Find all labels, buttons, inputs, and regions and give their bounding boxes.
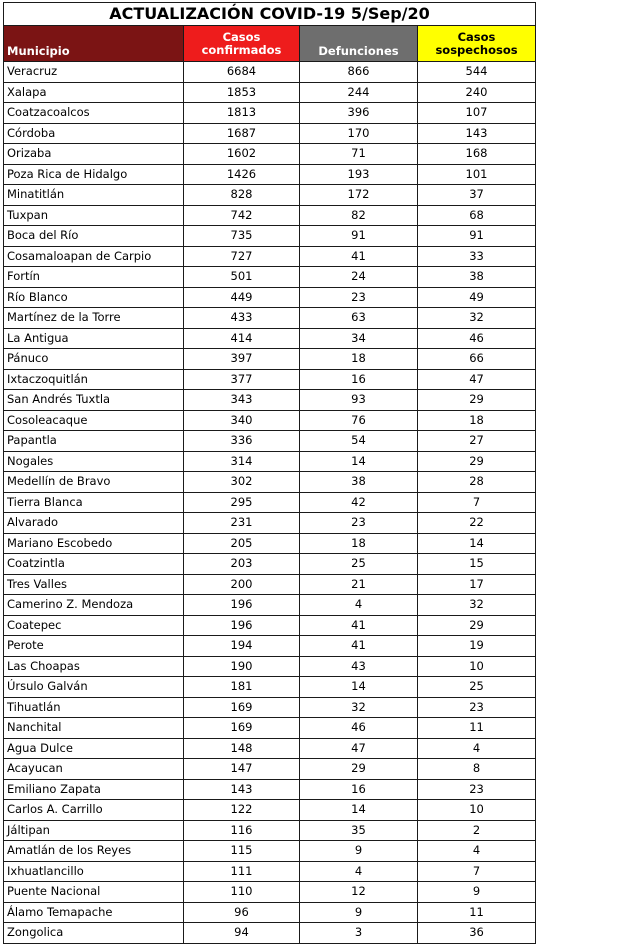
table-row bbox=[4, 902, 536, 923]
confirmados-cell: 414 bbox=[184, 328, 300, 349]
sospechosos-cell: 33 bbox=[418, 246, 536, 267]
table-row bbox=[4, 923, 536, 944]
defunciones-cell: 23 bbox=[300, 513, 418, 534]
municipio-cell: Río Blanco bbox=[4, 287, 184, 308]
confirmados-cell: 194 bbox=[184, 636, 300, 657]
defunciones-cell: 14 bbox=[300, 800, 418, 821]
sospechosos-cell: 544 bbox=[418, 62, 536, 83]
municipio-cell: Perote bbox=[4, 636, 184, 657]
defunciones-cell: 396 bbox=[300, 103, 418, 124]
sospechosos-cell: 22 bbox=[418, 513, 536, 534]
table-row bbox=[4, 841, 536, 862]
table-row bbox=[4, 554, 536, 575]
header-confirmados-line1: Casos bbox=[222, 29, 261, 44]
defunciones-cell: 16 bbox=[300, 369, 418, 390]
sospechosos-cell: 4 bbox=[418, 841, 536, 862]
table-row bbox=[4, 82, 536, 103]
confirmados-cell: 196 bbox=[184, 615, 300, 636]
municipio-cell: Acayucan bbox=[4, 759, 184, 780]
municipio-cell: Ixtaczoquitlán bbox=[4, 369, 184, 390]
confirmados-cell: 340 bbox=[184, 410, 300, 431]
municipio-cell: Medellín de Bravo bbox=[4, 472, 184, 493]
confirmados-cell: 1602 bbox=[184, 144, 300, 165]
confirmados-cell: 200 bbox=[184, 574, 300, 595]
sospechosos-cell: 36 bbox=[418, 923, 536, 944]
confirmados-cell: 1687 bbox=[184, 123, 300, 144]
municipio-cell: Cosamaloapan de Carpio bbox=[4, 246, 184, 267]
defunciones-cell: 24 bbox=[300, 267, 418, 288]
sospechosos-cell: 11 bbox=[418, 902, 536, 923]
confirmados-cell: 742 bbox=[184, 205, 300, 226]
sospechosos-cell: 25 bbox=[418, 677, 536, 698]
municipio-cell: Las Choapas bbox=[4, 656, 184, 677]
table-row bbox=[4, 779, 536, 800]
table-row bbox=[4, 369, 536, 390]
table-row bbox=[4, 164, 536, 185]
municipio-cell: San Andrés Tuxtla bbox=[4, 390, 184, 411]
defunciones-cell: 172 bbox=[300, 185, 418, 206]
sospechosos-cell: 32 bbox=[418, 308, 536, 329]
defunciones-cell: 46 bbox=[300, 718, 418, 739]
confirmados-cell: 122 bbox=[184, 800, 300, 821]
municipio-cell: Tierra Blanca bbox=[4, 492, 184, 513]
confirmados-cell: 147 bbox=[184, 759, 300, 780]
defunciones-cell: 244 bbox=[300, 82, 418, 103]
sospechosos-cell: 15 bbox=[418, 554, 536, 575]
table-row bbox=[4, 574, 536, 595]
defunciones-cell: 41 bbox=[300, 246, 418, 267]
sospechosos-cell: 11 bbox=[418, 718, 536, 739]
defunciones-cell: 170 bbox=[300, 123, 418, 144]
municipio-cell: Nanchital bbox=[4, 718, 184, 739]
sospechosos-cell: 14 bbox=[418, 533, 536, 554]
confirmados-cell: 6684 bbox=[184, 62, 300, 83]
municipio-cell: Álamo Temapache bbox=[4, 902, 184, 923]
municipio-cell: Agua Dulce bbox=[4, 738, 184, 759]
municipio-cell: Pánuco bbox=[4, 349, 184, 370]
confirmados-cell: 449 bbox=[184, 287, 300, 308]
sospechosos-cell: 49 bbox=[418, 287, 536, 308]
table-row bbox=[4, 492, 536, 513]
table-row bbox=[4, 697, 536, 718]
municipio-cell: Tihuatlán bbox=[4, 697, 184, 718]
table-row bbox=[4, 246, 536, 267]
municipio-cell: Xalapa bbox=[4, 82, 184, 103]
sospechosos-cell: 66 bbox=[418, 349, 536, 370]
confirmados-cell: 169 bbox=[184, 718, 300, 739]
sospechosos-cell: 23 bbox=[418, 697, 536, 718]
header-sospechosos-line2: sospechosos bbox=[435, 42, 518, 57]
confirmados-cell: 205 bbox=[184, 533, 300, 554]
table-row bbox=[4, 861, 536, 882]
sospechosos-cell: 107 bbox=[418, 103, 536, 124]
confirmados-cell: 115 bbox=[184, 841, 300, 862]
defunciones-cell: 9 bbox=[300, 841, 418, 862]
municipio-cell: Cosoleacaque bbox=[4, 410, 184, 431]
sospechosos-cell: 27 bbox=[418, 431, 536, 452]
sospechosos-cell: 38 bbox=[418, 267, 536, 288]
header-municipio: Municipio bbox=[4, 26, 184, 62]
table-row bbox=[4, 205, 536, 226]
confirmados-cell: 727 bbox=[184, 246, 300, 267]
municipio-cell: Coatzintla bbox=[4, 554, 184, 575]
confirmados-cell: 433 bbox=[184, 308, 300, 329]
table-row bbox=[4, 308, 536, 329]
municipio-cell: Boca del Río bbox=[4, 226, 184, 247]
municipio-cell: Ixhuatlancillo bbox=[4, 861, 184, 882]
sospechosos-cell: 23 bbox=[418, 779, 536, 800]
confirmados-cell: 1853 bbox=[184, 82, 300, 103]
sospechosos-cell: 10 bbox=[418, 800, 536, 821]
covid-table bbox=[3, 2, 536, 944]
confirmados-cell: 295 bbox=[184, 492, 300, 513]
municipio-cell: Fortín bbox=[4, 267, 184, 288]
table-row bbox=[4, 390, 536, 411]
municipio-cell: Córdoba bbox=[4, 123, 184, 144]
confirmados-cell: 1426 bbox=[184, 164, 300, 185]
municipio-cell: Alvarado bbox=[4, 513, 184, 534]
confirmados-cell: 735 bbox=[184, 226, 300, 247]
defunciones-cell: 4 bbox=[300, 595, 418, 616]
sospechosos-cell: 18 bbox=[418, 410, 536, 431]
confirmados-cell: 169 bbox=[184, 697, 300, 718]
sospechosos-cell: 17 bbox=[418, 574, 536, 595]
table-row bbox=[4, 636, 536, 657]
confirmados-cell: 203 bbox=[184, 554, 300, 575]
municipio-cell: Emiliano Zapata bbox=[4, 779, 184, 800]
table-row bbox=[4, 123, 536, 144]
confirmados-cell: 397 bbox=[184, 349, 300, 370]
confirmados-cell: 96 bbox=[184, 902, 300, 923]
header-casos-sospechosos bbox=[418, 26, 536, 62]
sospechosos-cell: 4 bbox=[418, 738, 536, 759]
defunciones-cell: 16 bbox=[300, 779, 418, 800]
sospechosos-cell: 28 bbox=[418, 472, 536, 493]
defunciones-cell: 29 bbox=[300, 759, 418, 780]
defunciones-cell: 18 bbox=[300, 533, 418, 554]
confirmados-cell: 110 bbox=[184, 882, 300, 903]
municipio-cell: Puente Nacional bbox=[4, 882, 184, 903]
confirmados-cell: 314 bbox=[184, 451, 300, 472]
defunciones-cell: 32 bbox=[300, 697, 418, 718]
defunciones-cell: 4 bbox=[300, 861, 418, 882]
sospechosos-cell: 10 bbox=[418, 656, 536, 677]
municipio-cell: La Antigua bbox=[4, 328, 184, 349]
municipio-cell: Orizaba bbox=[4, 144, 184, 165]
defunciones-cell: 14 bbox=[300, 451, 418, 472]
table-row bbox=[4, 410, 536, 431]
header-sospechosos-line1: Casos bbox=[457, 29, 496, 44]
header-defunciones: Defunciones bbox=[300, 26, 418, 62]
municipio-cell: Nogales bbox=[4, 451, 184, 472]
confirmados-cell: 190 bbox=[184, 656, 300, 677]
defunciones-cell: 9 bbox=[300, 902, 418, 923]
defunciones-cell: 38 bbox=[300, 472, 418, 493]
municipio-cell: Veracruz bbox=[4, 62, 184, 83]
confirmados-cell: 501 bbox=[184, 267, 300, 288]
sospechosos-cell: 19 bbox=[418, 636, 536, 657]
sospechosos-cell: 240 bbox=[418, 82, 536, 103]
table-row bbox=[4, 882, 536, 903]
confirmados-cell: 302 bbox=[184, 472, 300, 493]
sospechosos-cell: 37 bbox=[418, 185, 536, 206]
municipio-cell: Amatlán de los Reyes bbox=[4, 841, 184, 862]
defunciones-cell: 47 bbox=[300, 738, 418, 759]
table-row bbox=[4, 144, 536, 165]
confirmados-cell: 828 bbox=[184, 185, 300, 206]
municipio-cell: Martínez de la Torre bbox=[4, 308, 184, 329]
table-row bbox=[4, 677, 536, 698]
defunciones-cell: 34 bbox=[300, 328, 418, 349]
table-title: ACTUALIZACIÓN COVID-19 5/Sep/20 bbox=[4, 3, 536, 26]
defunciones-cell: 54 bbox=[300, 431, 418, 452]
header-casos-confirmados bbox=[184, 26, 300, 62]
municipio-cell: Zongolica bbox=[4, 923, 184, 944]
defunciones-cell: 866 bbox=[300, 62, 418, 83]
sospechosos-cell: 47 bbox=[418, 369, 536, 390]
sospechosos-cell: 68 bbox=[418, 205, 536, 226]
table-row bbox=[4, 287, 536, 308]
municipio-cell: Tuxpan bbox=[4, 205, 184, 226]
municipio-cell: Úrsulo Galván bbox=[4, 677, 184, 698]
defunciones-cell: 41 bbox=[300, 615, 418, 636]
table-row bbox=[4, 820, 536, 841]
defunciones-cell: 3 bbox=[300, 923, 418, 944]
defunciones-cell: 42 bbox=[300, 492, 418, 513]
confirmados-cell: 336 bbox=[184, 431, 300, 452]
defunciones-cell: 91 bbox=[300, 226, 418, 247]
table-row bbox=[4, 738, 536, 759]
table-body bbox=[4, 62, 536, 944]
table-row bbox=[4, 595, 536, 616]
table-row bbox=[4, 615, 536, 636]
table-row bbox=[4, 472, 536, 493]
table-row bbox=[4, 185, 536, 206]
header-confirmados-line2: confirmados bbox=[201, 42, 282, 57]
table-row bbox=[4, 226, 536, 247]
confirmados-cell: 94 bbox=[184, 923, 300, 944]
defunciones-cell: 35 bbox=[300, 820, 418, 841]
table-row bbox=[4, 513, 536, 534]
table-row bbox=[4, 656, 536, 677]
confirmados-cell: 1813 bbox=[184, 103, 300, 124]
municipio-cell: Coatzacoalcos bbox=[4, 103, 184, 124]
municipio-cell: Poza Rica de Hidalgo bbox=[4, 164, 184, 185]
confirmados-cell: 196 bbox=[184, 595, 300, 616]
sospechosos-cell: 7 bbox=[418, 492, 536, 513]
table-row bbox=[4, 349, 536, 370]
table-row bbox=[4, 267, 536, 288]
sospechosos-cell: 9 bbox=[418, 882, 536, 903]
sospechosos-cell: 46 bbox=[418, 328, 536, 349]
table-row bbox=[4, 759, 536, 780]
confirmados-cell: 231 bbox=[184, 513, 300, 534]
defunciones-cell: 193 bbox=[300, 164, 418, 185]
sospechosos-cell: 8 bbox=[418, 759, 536, 780]
confirmados-cell: 181 bbox=[184, 677, 300, 698]
municipio-cell: Carlos A. Carrillo bbox=[4, 800, 184, 821]
confirmados-cell: 116 bbox=[184, 820, 300, 841]
table-row bbox=[4, 328, 536, 349]
defunciones-cell: 76 bbox=[300, 410, 418, 431]
sospechosos-cell: 2 bbox=[418, 820, 536, 841]
table-row bbox=[4, 800, 536, 821]
defunciones-cell: 21 bbox=[300, 574, 418, 595]
table-row bbox=[4, 533, 536, 554]
defunciones-cell: 71 bbox=[300, 144, 418, 165]
sospechosos-cell: 29 bbox=[418, 390, 536, 411]
confirmados-cell: 343 bbox=[184, 390, 300, 411]
confirmados-cell: 111 bbox=[184, 861, 300, 882]
municipio-cell: Mariano Escobedo bbox=[4, 533, 184, 554]
defunciones-cell: 63 bbox=[300, 308, 418, 329]
sospechosos-cell: 32 bbox=[418, 595, 536, 616]
municipio-cell: Minatitlán bbox=[4, 185, 184, 206]
table-row bbox=[4, 62, 536, 83]
municipio-cell: Tres Valles bbox=[4, 574, 184, 595]
defunciones-cell: 18 bbox=[300, 349, 418, 370]
defunciones-cell: 93 bbox=[300, 390, 418, 411]
defunciones-cell: 14 bbox=[300, 677, 418, 698]
municipio-cell: Papantla bbox=[4, 431, 184, 452]
sospechosos-cell: 101 bbox=[418, 164, 536, 185]
municipio-cell: Jáltipan bbox=[4, 820, 184, 841]
table-row bbox=[4, 431, 536, 452]
defunciones-cell: 23 bbox=[300, 287, 418, 308]
defunciones-cell: 41 bbox=[300, 636, 418, 657]
table-row bbox=[4, 718, 536, 739]
defunciones-cell: 43 bbox=[300, 656, 418, 677]
sospechosos-cell: 168 bbox=[418, 144, 536, 165]
municipio-cell: Camerino Z. Mendoza bbox=[4, 595, 184, 616]
defunciones-cell: 12 bbox=[300, 882, 418, 903]
sospechosos-cell: 7 bbox=[418, 861, 536, 882]
sospechosos-cell: 143 bbox=[418, 123, 536, 144]
confirmados-cell: 148 bbox=[184, 738, 300, 759]
defunciones-cell: 82 bbox=[300, 205, 418, 226]
table-row bbox=[4, 103, 536, 124]
confirmados-cell: 143 bbox=[184, 779, 300, 800]
sospechosos-cell: 91 bbox=[418, 226, 536, 247]
sospechosos-cell: 29 bbox=[418, 451, 536, 472]
municipio-cell: Coatepec bbox=[4, 615, 184, 636]
defunciones-cell: 25 bbox=[300, 554, 418, 575]
confirmados-cell: 377 bbox=[184, 369, 300, 390]
sospechosos-cell: 29 bbox=[418, 615, 536, 636]
table-row bbox=[4, 451, 536, 472]
